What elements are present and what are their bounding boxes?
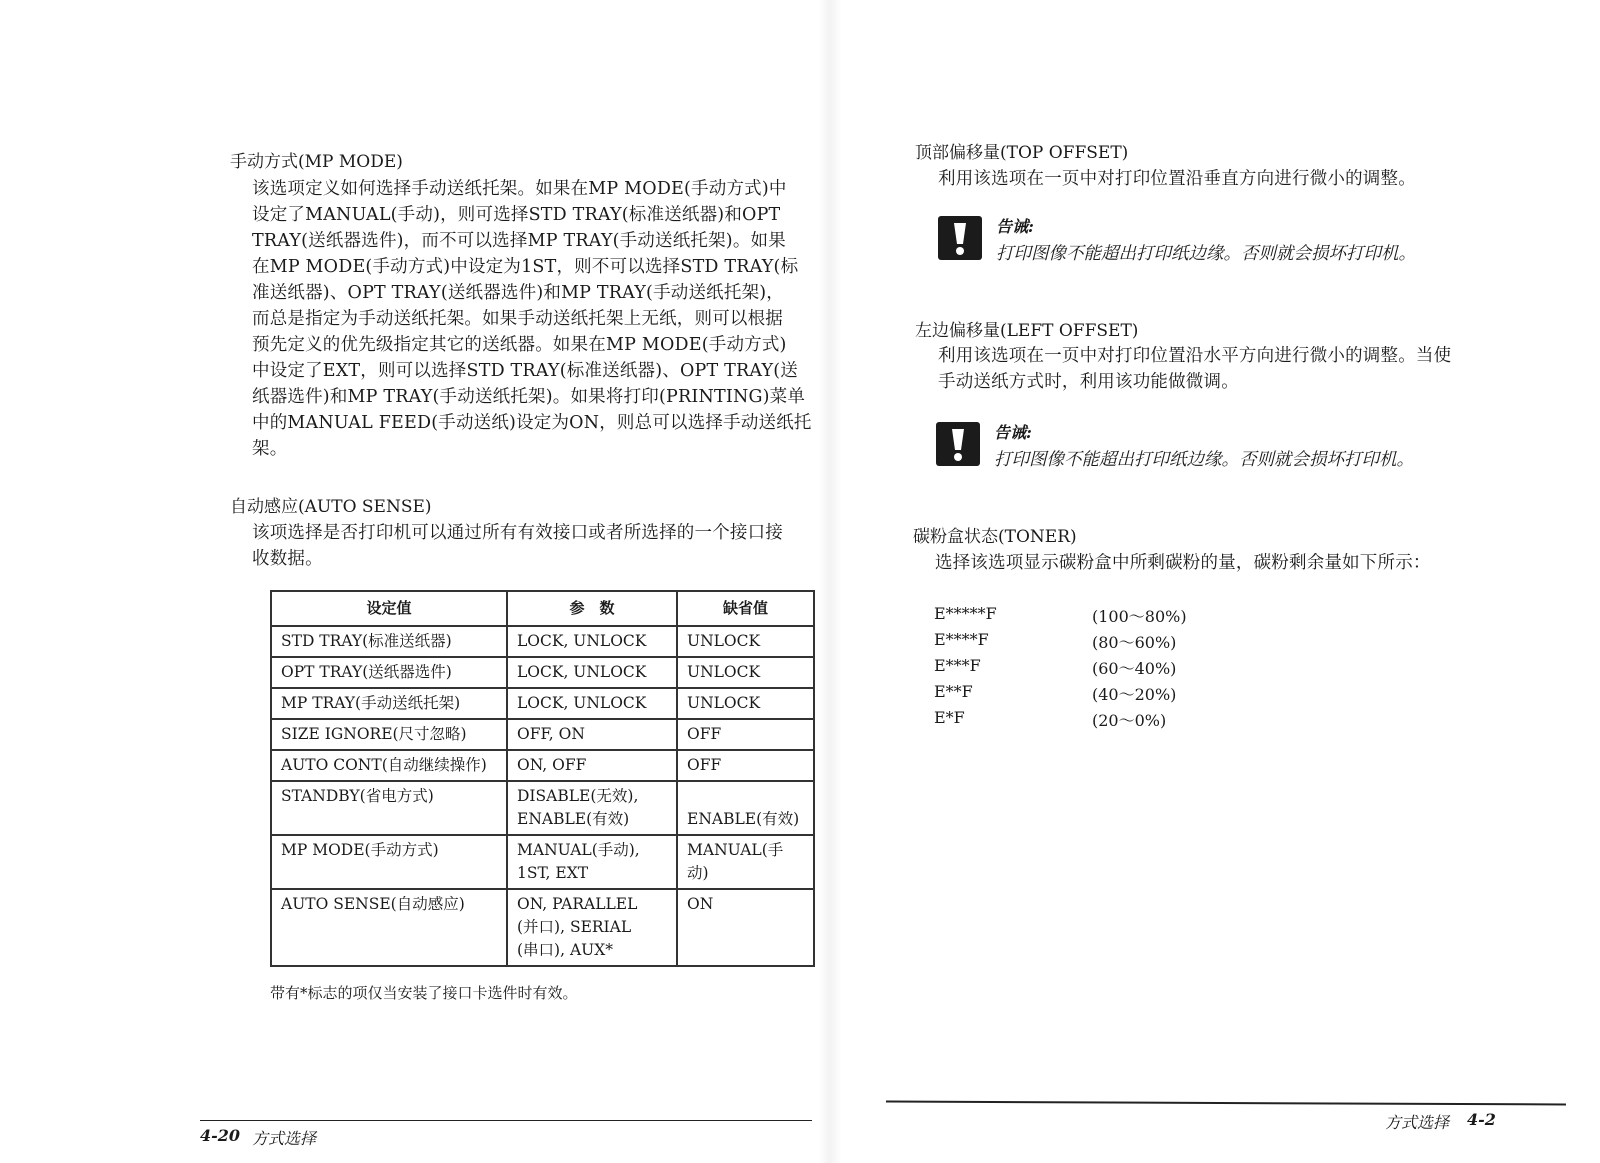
top-offset-heading: 顶部偏移量(TOP OFFSET) [915,143,1129,163]
mp-mode-line: TRAY(送纸器选件)，而不可以选择MP TRAY(手动送纸托架)。如果 [252,231,786,251]
toner-level-range: (20～0%) [1092,711,1167,730]
auto-sense-description [252,520,822,572]
top-offset-line: 利用该选项在一页中对打印位置沿垂直方向进行微小的调整。 [938,169,1416,189]
cell-setting: MP TRAY(手动送纸托架) [271,688,507,719]
right-page [830,0,1600,1163]
toner-line: 选择该选项显示碳粉盒中所剩碳粉的量，碳粉剩余量如下所示： [935,553,1431,573]
toner-level-label: E**F [934,682,973,701]
auto-sense-heading: 自动感应(AUTO SENSE) [230,497,432,517]
cell-setting: STD TRAY(标准送纸器) [271,626,507,657]
toner-level-range: (40～20%) [1092,685,1177,704]
toner-level-range: (60～40%) [1092,659,1177,678]
toner-level-label: E****F [934,630,989,649]
param-line: ON, PARALLEL [517,895,638,913]
header-setting: 设定值 [271,591,507,626]
param-line: LOCK, UNLOCK [517,632,647,650]
param-line: ON, OFF [517,756,587,774]
warning-label: 告诫: [994,423,1032,442]
left-offset-description [938,343,1578,395]
footer-rule [200,1120,812,1121]
mp-mode-line: 架。 [252,439,288,459]
mp-mode-line: 该选项定义如何选择手动送纸托架。如果在MP MODE(手动方式)中 [252,179,787,199]
cell-params [507,626,677,657]
param-line: OFF, ON [517,725,585,743]
warning-box [938,216,982,260]
table-row [271,750,814,781]
cell-setting: SIZE IGNORE(尺寸忽略) [271,719,507,750]
param-line: MANUAL(手动), [517,841,640,859]
cell-setting: AUTO CONT(自动继续操作) [271,750,507,781]
toner-heading: 碳粉盒状态(TONER) [913,527,1077,547]
left-offset-heading: 左边偏移量(LEFT OFFSET) [915,321,1139,341]
warning-label: 告诫: [996,217,1034,236]
cell-default: OFF [677,750,814,781]
top-offset-description [938,166,1568,192]
left-offset-line: 手动送纸方式时，利用该功能做微调。 [938,372,1239,392]
toner-level-label: E*F [934,708,965,727]
cell-default: OFF [677,719,814,750]
footer-title: 方式选择 [1385,1113,1450,1132]
param-line: (串口), AUX* [517,941,613,959]
mp-mode-line: 设定了MANUAL(手动)，则可选择STD TRAY(标准送纸器)和OPT [252,205,781,225]
cell-default: MANUAL(手动) [677,835,814,889]
mp-mode-heading: 手动方式(MP MODE) [230,152,403,172]
auto-sense-line: 收数据。 [252,549,323,569]
mp-mode-line: 准送纸器)、OPT TRAY(送纸器选件)和MP TRAY(手动送纸托架)， [252,283,785,303]
mp-mode-line: 在MP MODE(手动方式)中设定为1ST，则不可以选择STD TRAY(标 [252,257,799,277]
cell-default: ENABLE(有效) [677,781,814,835]
table-row [271,781,814,835]
page-number: 4-20 [200,1126,241,1145]
cell-default: UNLOCK [677,657,814,688]
cell-setting: MP MODE(手动方式) [271,835,507,889]
cell-params [507,688,677,719]
cell-params [507,750,677,781]
footer-rule [886,1101,1566,1106]
table-row [271,719,814,750]
table-row [271,657,814,688]
table-row [271,626,814,657]
warning-text: 打印图像不能超出打印纸边缘。否则就会损坏打印机。 [994,450,1414,470]
cell-setting: OPT TRAY(送纸器选件) [271,657,507,688]
cell-params [507,835,677,889]
toner-level-range: (80～60%) [1092,633,1177,652]
toner-level-label: E*****F [934,604,997,623]
table-footnote: 带有*标志的项仅当安装了接口卡选件时有效。 [270,984,578,1002]
cell-default: ON [677,889,814,966]
warning-box [936,422,980,466]
page-number: 4-2 [1467,1110,1496,1129]
param-line: (并口), SERIAL [517,918,632,936]
cell-setting: AUTO SENSE(自动感应) [271,889,507,966]
mp-mode-line: 中的MANUAL FEED(手动送纸)设定为ON，则总可以选择手动送纸托 [252,413,812,433]
table-row [271,688,814,719]
footer-title: 方式选择 [252,1129,317,1148]
left-offset-line: 利用该选项在一页中对打印位置沿水平方向进行微小的调整。当使 [938,346,1452,366]
cell-params [507,657,677,688]
table-row [271,835,814,889]
cell-setting: STANDBY(省电方式) [271,781,507,835]
cell-params [507,719,677,750]
table-header-row [271,591,814,626]
cell-params [507,781,677,835]
mp-mode-description [252,176,822,462]
exclamation-icon [938,216,982,260]
cell-default: UNLOCK [677,626,814,657]
param-line: ENABLE(有效) [517,810,630,828]
auto-sense-line: 该项选择是否打印机可以通过所有有效接口或者所选择的一个接口接 [252,523,783,543]
mp-mode-line: 而总是指定为手动送纸托架。如果手动送纸托架上无纸，则可以根据 [252,309,783,329]
param-line: LOCK, UNLOCK [517,663,647,681]
toner-description [935,550,1575,576]
mp-mode-line: 预先定义的优先级指定其它的送纸器。如果在MP MODE(手动方式) [252,335,787,355]
cell-params [507,889,677,966]
mp-mode-line: 纸器选件)和MP TRAY(手动送纸托架)。如果将打印(PRINTING)菜单 [252,387,806,407]
header-default: 缺省值 [677,591,814,626]
param-line: 1ST, EXT [517,864,589,882]
exclamation-icon [936,422,980,466]
toner-level-range: (100～80%) [1092,607,1187,626]
param-line: LOCK, UNLOCK [517,694,647,712]
cell-default: UNLOCK [677,688,814,719]
toner-level-label: E***F [934,656,981,675]
table-row [271,889,814,966]
param-line: DISABLE(无效), [517,787,639,805]
mp-mode-line: 中设定了EXT，则可以选择STD TRAY(标准送纸器)、OPT TRAY(送 [252,361,798,381]
header-params: 参 数 [507,591,677,626]
settings-table [270,590,815,967]
warning-text: 打印图像不能超出打印纸边缘。否则就会损坏打印机。 [996,244,1416,264]
